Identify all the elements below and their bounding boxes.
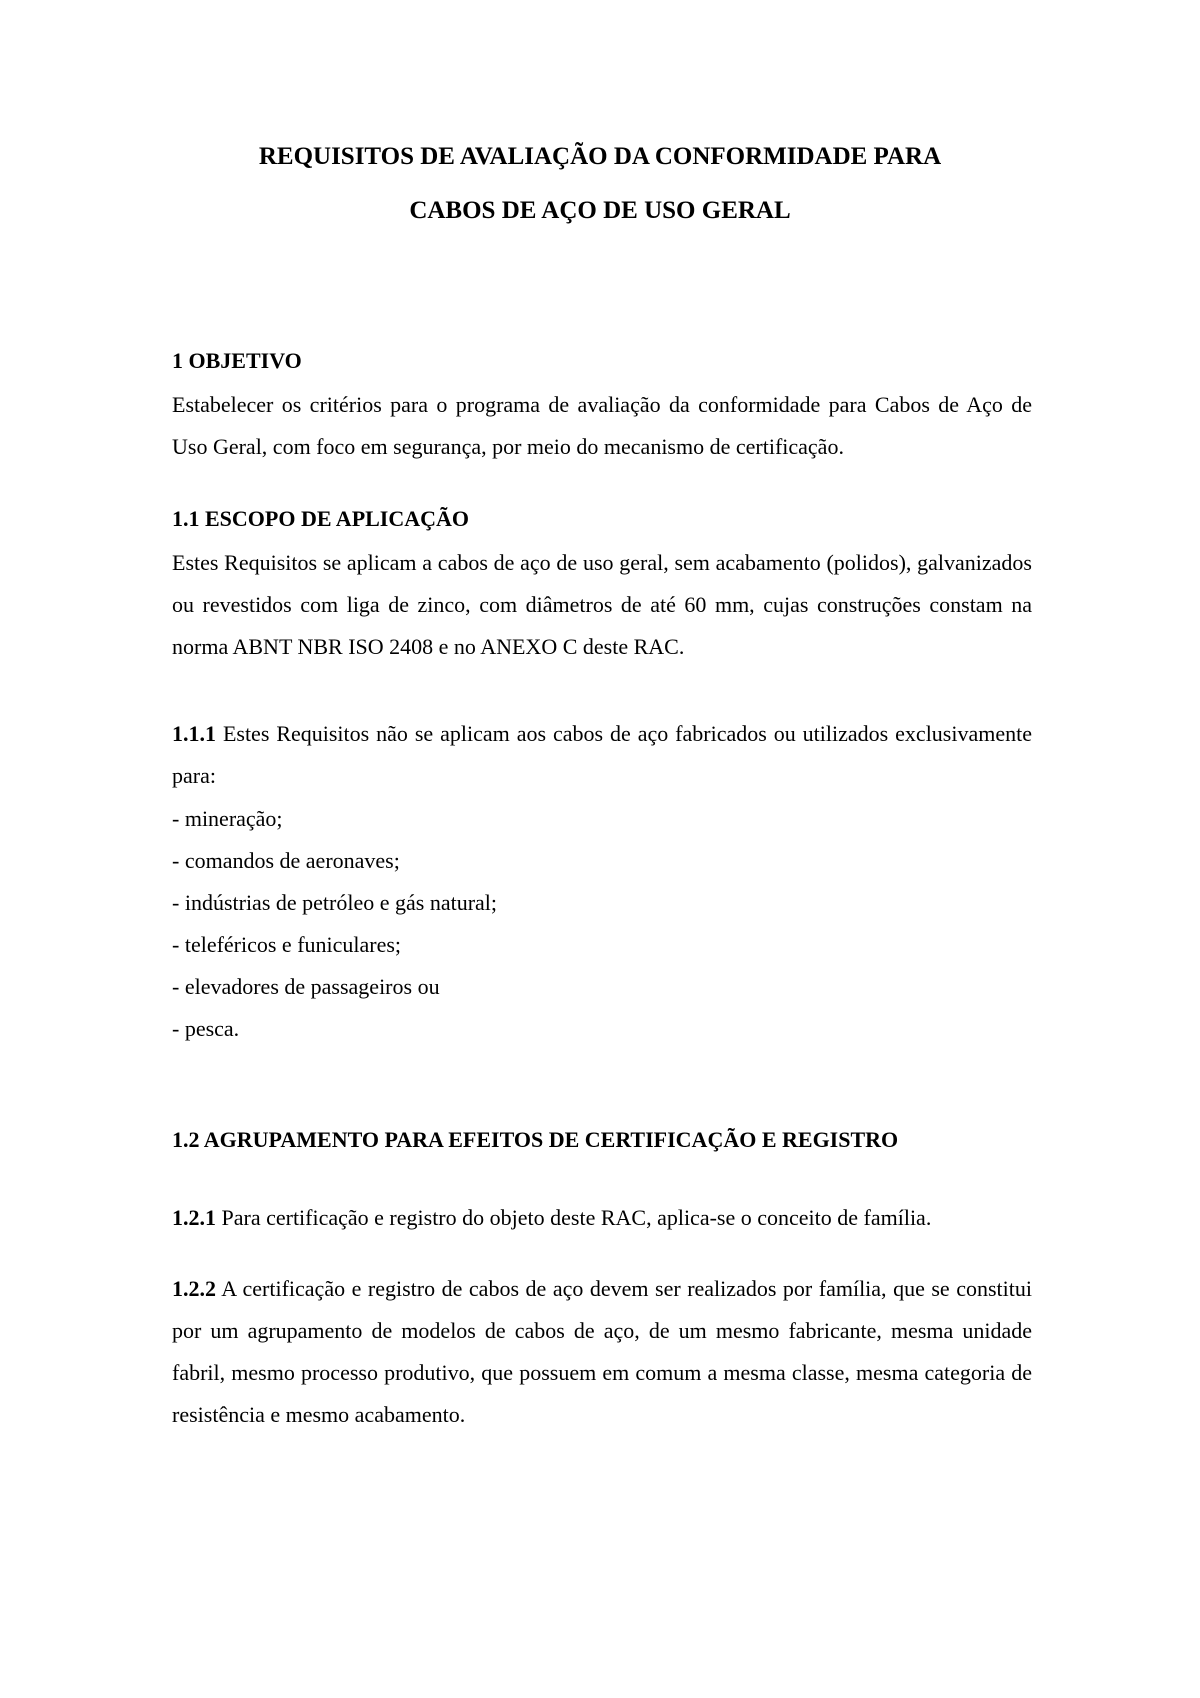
section-text-objetivo: Estabelecer os critérios para o programa de avaliação da conformidade para Cabos de Aço de Uso Geral, com foco em segurança, por meio do mecanismo de certificação.: [172, 392, 1032, 459]
paragraph-1-2-2: [172, 1268, 1032, 1436]
section-heading-escopo: 1.1 ESCOPO DE APLICAÇÃO: [172, 506, 470, 531]
paragraph-text: Estes Requisitos não se aplicam aos cabos de aço fabricados ou utilizados exclusivamente para:: [172, 721, 1032, 788]
paragraph-number: 1.1.1: [172, 721, 216, 746]
document-title-line-2: CABOS DE AÇO DE USO GERAL: [409, 197, 791, 224]
list-item: - comandos de aeronaves;: [172, 848, 400, 873]
paragraph-1-2-1: [172, 1203, 931, 1233]
paragraph-text: Para certificação e registro do objeto deste RAC, aplica-se o conceito de família.: [216, 1205, 932, 1230]
list-item: - teleféricos e funiculares;: [172, 932, 402, 957]
paragraph-number: 1.2.2: [172, 1276, 216, 1301]
list-item: - mineração;: [172, 806, 283, 831]
list-item: - pesca.: [172, 1016, 240, 1041]
list-item: - elevadores de passageiros ou: [172, 974, 440, 999]
list-item: - indústrias de petróleo e gás natural;: [172, 890, 498, 915]
section-text-escopo: Estes Requisitos se aplicam a cabos de aço de uso geral, sem acabamento (polidos), galvanizados ou revestidos com liga de zinco, com diâmetros de até 60 mm, cujas construções constam na norma ABNT NBR ISO 2408 e no ANEXO C deste RAC.: [172, 550, 1032, 659]
paragraph-1-1-1: [172, 713, 1032, 797]
document-title-line-1: REQUISITOS DE AVALIAÇÃO DA CONFORMIDADE PARA: [258, 143, 942, 170]
paragraph-text: A certificação e registro de cabos de aço devem ser realizados por família, que se constitui por um agrupamento de modelos de cabos de aço, de um mesmo fabricante, mesma unidade fabril, mesmo processo produtivo, que possuem em comum a mesma classe, mesma categoria de resistência e mesmo acabamento.: [172, 1276, 1032, 1427]
paragraph-number: 1.2.1: [172, 1205, 216, 1230]
section-heading-agrupamento: 1.2 AGRUPAMENTO PARA EFEITOS DE CERTIFICAÇÃO E REGISTRO: [172, 1127, 899, 1152]
section-heading-objetivo: 1 OBJETIVO: [172, 348, 302, 373]
